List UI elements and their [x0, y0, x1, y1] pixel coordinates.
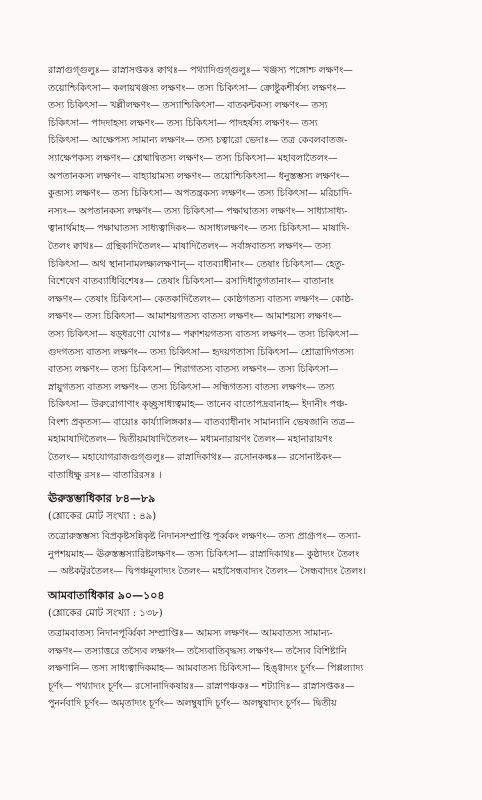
- text-line: চিকিৎসা— উরুরোগাণাং কৃচ্ছ্রসাধ্যত্বমাহ— তানেব বাতোপদ্রবানাহ— ইদানীং পঞ্চ-: [48, 399, 348, 411]
- text-line: লক্ষণং— তেষাং চিকিৎসা— কেতকাদিতৈলং— কোষ্ঠগতস্য বাতস্য লক্ষণং— কোষ্ঠ-: [48, 293, 354, 305]
- text-line: বিংশ্য প্রকৃতস্য— বায়োঃ কার্য্যালিঙ্গকাঃ— বাতব্যাধীনাং সামান্যানি ভেষজানি তত্র—: [48, 416, 355, 428]
- verse-count: (শ্লোকের মোট সংখ্যা : ৪৯): [48, 511, 157, 523]
- text-line: লক্ষণানি— তস্য সাধ্যত্বাদিকমাহ— আমবাতস্য চিকিৎসা— হিঙ্গ্বাদ্যং চূর্ণং— পিপ্পল্যাদ্য: [48, 663, 364, 675]
- text-line: কুব্জস্য লক্ষণং— তস্য চিকিৎসা— অপতন্ত্রকস্য লক্ষণং— তস্য চিকিৎসা— মরিচাদি-: [48, 188, 352, 200]
- text-line: তস্য চিকিৎসা— খল্লীলক্ষণং— তস্যাশ্চিকিৎসা— বাতকন্টকস্য লক্ষণং— তস্য: [48, 100, 328, 112]
- text-line: চিকিৎসা— আক্ষেপস্য সামান্য লক্ষণং— তস্য চত্বারো ভেদাঃ— তত্র কেবলবাতজ-: [48, 135, 348, 147]
- text-line: তৈলং ক্বাথঃ— গ্রন্থিকাদিতৈলং— মাষাদিতৈলং— সর্বাঙ্গবাতস্য লক্ষণং— তস্য: [48, 240, 331, 252]
- text-line: নস্যং— অপতানকস্য লক্ষণং— তস্য চিকিৎসা— পক্ষাঘাতস্য লক্ষণং— সাধ্যাসাধ্য-: [48, 205, 348, 217]
- text-line: বিশেষেণ বাতব্যাধিবিশেষঃ— তেষাং চিকিৎসা— রসাদিধাতুগতানাং— বাতানাং: [48, 276, 334, 288]
- section-heading: ঊরুস্তম্ভাধিকার ৮৪—৮৯: [48, 492, 156, 506]
- section-amavata: [48, 587, 462, 713]
- section-urustambha: [48, 490, 462, 581]
- text-line: অপতানকস্য লক্ষণং— বাহ্যায়ামস্য লক্ষণং— তয়োশ্চিকিৎসা— ধনুস্তম্ভস্য লক্ষণং—: [48, 170, 350, 182]
- text-line: পুনর্নবাদি চূর্ণং— অমৃতাদ্যং চূর্ণং— অলম্বুষাদি চূর্ণং— অলম্বুষাদ্যং চূর্ণং— দ্বিতীয়: [48, 698, 337, 710]
- section-heading: আমবাতাধিকার ৯০—১০৪: [48, 589, 165, 603]
- text-line: মহামাষাদিতৈলং— দ্বিতীয়মাষাদিতৈলং— মধ্যমনারায়ণং তৈলং— মহানারায়ণং: [48, 434, 333, 446]
- text-line: — অষ্টকট্বরতৈলং— দ্বিপঞ্চমূলাদ্যং তৈলং— মহাসৈন্ধবাদ্যং তৈলং— সৈন্ধবাদ্যং তৈলং।: [48, 566, 366, 578]
- text-line: বাতস্য লক্ষণং— তস্য চিকিৎসা— শিরাগতস্য বাতস্য লক্ষণং— তস্য চিকিৎসা—: [48, 364, 339, 376]
- text-line: রাস্নাগুগ্‌গুলুঃ— রাস্নাসপ্তকঃ ক্বাথঃ— পথ্যাদিগুগ্‌গুলুঃ— খঞ্জস্য পঙ্গোশ্চ লক্ষণং—: [48, 65, 353, 76]
- text-line: গুদগতস্য বাতস্য লক্ষণং— তস্য চিকিৎসা— হৃদয়গতাস্য চিকিৎসা— শ্রোত্রাদিগতস্য: [48, 346, 354, 358]
- text-line: বাতাধিক্ষু রসঃ— বাতারিরসঃ ।: [48, 469, 162, 481]
- text-line: চূর্ণং— পথ্যাদ্যং চূর্ণং— রসোনাদিকষায়ঃ— রাস্নাপঞ্চকঃ— শট্যাদিঃ— রাস্নাসপ্তকঃ—: [48, 680, 355, 692]
- text-line: লক্ষণং— তস্য চিকিৎসা— আমাশয়গতস্য বাতস্য লক্ষণং— আমাশয়স্য লক্ষণং—: [48, 311, 342, 323]
- section-vatavyadhi-contents: [48, 62, 462, 484]
- text-line: স্নায়ুগতস্য বাতস্য লক্ষণং— তস্য চিকিৎসা— সন্ধিগতস্য বাতস্য লক্ষণং— তস্য: [48, 381, 335, 393]
- text-line: ত্বানার্থমাহ— পক্ষাঘাতস্য সাধ্যত্বাদিকং— অসাধ্যলক্ষণং— তস্য চিকিৎসা— মাষাদি-: [48, 223, 350, 235]
- text-line: তয়োশ্চিকিৎসা— কলায়খঞ্জস্য লক্ষণং— তস্য চিকিৎসা— ক্রোষ্টুকশীর্ষস্য লক্ষণং—: [48, 82, 346, 94]
- text-line: তস্য চিকিৎসা— ষড়্‌ধরণো যোগঃ— পক্বাশয়গতস্য বাতস্য লক্ষণং— তস্য চিকিৎসা—: [48, 328, 359, 340]
- text-line: নুপশয়মাহ— ঊরুস্তম্ভস্যারিষ্টলক্ষণং— তস্য চিকিৎসা— রাস্নাদিকাথঃ— কুষ্ঠাদ্যং তৈলং: [48, 548, 360, 560]
- text-line: তত্রোরুস্তম্ভস্য বিপ্রকৃষ্টসন্নিকৃষ্ট নিদানসম্প্রাপ্তি পূর্ব্বকং লক্ষণং— তস্য প্রাগ্রূপং— তস্যা-: [48, 531, 361, 543]
- text-line: চিকিৎসা— পাদদাহস্য লক্ষণং— তস্য চিকিৎসা— পাদহর্ষস্য লক্ষণং— তস্য: [48, 117, 318, 129]
- text-line: স্যাক্ষেপকস্য লক্ষণং— শ্লেষ্মান্বিতস্য লক্ষণং— তস্য চিকিৎসা— মহাবলাতৈলং—: [48, 152, 338, 164]
- verse-count: (শ্লোকের মোট সংখ্যা : ১৩৮): [48, 608, 163, 620]
- text-line: লক্ষণং— তস্যাত্তরে তস্যৈব লক্ষণং— তস্যৈবাতিবৃদ্ধস্য লক্ষণং— তস্যৈব বিশিষ্টানি: [48, 645, 347, 657]
- text-line: তৈলং— মহাযোগরাজগুগ্‌গুলুঃ— রাস্নাদিকাথঃ— রসোনকল্কঃ— রসোনাষ্টকং—: [48, 452, 342, 464]
- text-line: চিকিৎসা— অথ স্থানানামলক্ষ্যলক্ষণান্— বাতব্যাধীনাং— তেষাং চিকিৎসা— হেতু-: [48, 258, 345, 270]
- text-line: তত্রামবাতস্য নিদানপূর্ব্বিকা সম্প্রাপ্তিঃ— আমস্য লক্ষণং— আমবাতস্য সামান্য-: [48, 628, 333, 640]
